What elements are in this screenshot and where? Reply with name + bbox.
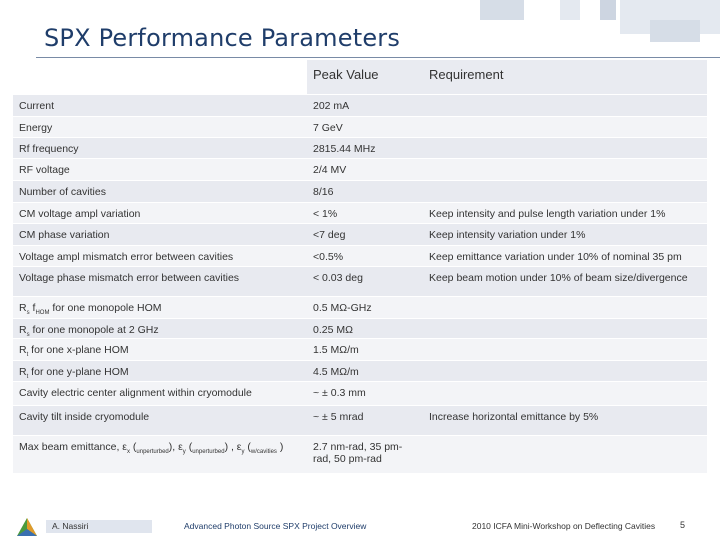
peak-value-text: <0.5% [313,251,344,263]
cell-requirement [423,159,707,181]
cell-peak-value [307,138,423,159]
cell-parameter [13,246,307,267]
requirement-text [429,319,701,324]
parameter-subscript: w/cavities [250,449,277,456]
cell-requirement [423,117,707,138]
parameter-text-part: for one monopole at 2 GHz [29,324,159,336]
requirement-text [429,138,701,143]
cell-requirement [423,319,707,339]
cell-requirement [423,297,707,319]
cell-parameter [13,224,307,246]
cell-parameter [13,406,307,436]
peak-value-text: 0.25 MΩ [313,324,353,336]
parameter-text: RF voltage [19,164,70,176]
table-row [13,203,707,224]
cell-peak-value [307,95,423,117]
cell-requirement [423,95,707,117]
table-row [13,224,707,246]
cell-peak-value [307,224,423,246]
cell-peak-value [307,339,423,361]
decorative-squares [420,0,720,42]
peak-value-text: 2.7 nm-rad, 35 pm-rad, 50 pm-rad [313,441,403,466]
cell-parameter [13,319,307,339]
table-row [13,361,707,382]
cell-peak-value [307,319,423,339]
cell-parameter [13,361,307,382]
requirement-text [429,382,701,387]
parameter-text: Voltage phase mismatch error between cavities [19,272,240,284]
requirement-text: Increase horizontal emittance by 5% [429,411,599,424]
cell-requirement [423,267,707,297]
table-header-row [13,60,707,95]
peak-value-text: ~ ± 0.3 mm [313,387,366,400]
peak-value-text: 4.5 MΩ/m [313,366,359,379]
cell-requirement [423,406,707,436]
table-row [13,436,707,474]
parameter-subscript: y [182,449,186,456]
parameter-text-part: ( [244,441,251,454]
parameter-text-part: f [29,302,36,314]
aps-logo-icon [16,517,38,537]
cell-peak-value [307,181,423,203]
cell-requirement [423,382,707,406]
requirement-text [429,159,701,164]
peak-value-text: < 0.03 deg [313,272,363,284]
parameter-text: Cavity tilt inside cryomodule [19,411,150,424]
parameter-text-part: ), ε [168,441,183,454]
requirement-text [429,181,701,186]
cell-peak-value [307,159,423,181]
peak-value-text: ~ ± 5 mrad [313,411,364,424]
parameter-text: Voltage ampl mismatch error between cavities [19,251,234,263]
cell-peak-value [307,361,423,382]
peak-value-text: 2/4 MV [313,164,347,176]
table-row [13,267,707,297]
requirement-text [429,436,701,441]
parameter-subscript: unperturbed [136,449,169,456]
parameter-text [19,436,301,455]
parameter-text-part: R [19,302,27,314]
cell-requirement [423,339,707,361]
table-row [13,297,707,319]
parameter-text [19,361,301,380]
cell-parameter [13,436,307,474]
cell-parameter [13,203,307,224]
cell-parameter [13,339,307,361]
parameter-subscript: s [26,310,30,317]
cell-peak-value [307,406,423,436]
parameter-text-part: for one monopole HOM [49,302,162,314]
parameter-subscript: t [26,374,29,381]
table-row [13,382,707,406]
requirement-text: Keep beam motion under 10% of beam size/divergence [429,272,688,284]
peak-value-text: 0.5 MΩ-GHz [313,302,372,314]
footer-author: A. Nassiri [46,520,152,533]
cell-requirement [423,203,707,224]
cell-parameter [13,297,307,319]
requirement-text [429,361,701,366]
page-number: 5 [680,520,686,530]
peak-value-text: 1.5 MΩ/m [313,344,359,357]
parameter-text-part: Max beam emittance, ε [19,441,127,454]
cell-peak-value [307,297,423,319]
parameter-text: Energy [19,122,53,134]
parameter-text-part: ) [276,441,284,454]
table-row [13,95,707,117]
cell-requirement [423,138,707,159]
peak-value-text: 8/16 [313,186,334,198]
cell-peak-value [307,246,423,267]
peak-value-text: 7 GeV [313,122,343,134]
table-row [13,117,707,138]
requirement-text: Keep intensity and pulse length variation under 1% [429,208,666,220]
parameter-text: CM phase variation [19,229,110,241]
footer-project: Advanced Photon Source SPX Project Overview [184,521,367,531]
parameter-text-part: R [19,366,27,379]
parameter-subscript: t [26,352,29,359]
cell-parameter [13,181,307,203]
parameter-text [19,297,301,316]
cell-parameter [13,382,307,406]
parameter-subscript: unperturbed [192,449,225,456]
parameter-text-part: for one y-plane HOM [28,366,129,379]
cell-requirement [423,361,707,382]
table-body [13,95,707,474]
requirement-text [429,339,701,344]
table-row [13,159,707,181]
cell-requirement [423,224,707,246]
cell-peak-value [307,382,423,406]
header-peak-value: Peak Value [307,60,423,95]
requirement-text [429,117,701,122]
parameter-subscript: HOM [35,310,50,317]
parameter-text: Current [19,100,55,112]
requirement-text [429,297,701,302]
cell-peak-value [307,117,423,138]
parameter-text-part: for one x-plane HOM [28,344,129,357]
cell-peak-value [307,203,423,224]
parameter-text [19,339,301,358]
footer [0,514,720,540]
cell-peak-value [307,267,423,297]
cell-requirement [423,246,707,267]
parameter-text: CM voltage ampl variation [19,208,141,220]
peak-value-text: 2815.44 MHz [313,143,376,155]
parameter-text-part: R [19,344,27,357]
table-row [13,138,707,159]
peak-value-text: <7 deg [313,229,346,241]
cell-parameter [13,267,307,297]
parameter-subscript: s [26,332,30,339]
title-divider [36,57,720,58]
table-row [13,181,707,203]
parameter-text: Number of cavities [19,186,106,198]
peak-value-text: 202 mA [313,100,350,112]
requirement-text: Keep intensity variation under 1% [429,229,586,241]
parameter-text-part: R [19,324,27,336]
header-parameter [13,60,307,95]
table-row [13,319,707,339]
header-requirement: Requirement [423,60,707,95]
cell-requirement [423,436,707,474]
parameter-text: Rf frequency [19,143,79,155]
parameter-subscript: x [126,449,130,456]
parameter-text [19,319,301,338]
cell-peak-value [307,436,423,474]
cell-parameter [13,138,307,159]
cell-parameter [13,117,307,138]
cell-requirement [423,181,707,203]
parameters-table [13,60,707,474]
table-row [13,406,707,436]
table-row [13,339,707,361]
parameter-text-part: ( [185,441,193,454]
cell-parameter [13,159,307,181]
parameter-text-part: ) , ε [224,441,242,454]
page-title: SPX Performance Parameters [44,24,401,52]
peak-value-text: < 1% [313,208,338,220]
footer-event: 2010 ICFA Mini-Workshop on Deflecting Cavities [472,521,656,531]
parameter-text: Cavity electric center alignment within cryomodule [19,387,252,400]
requirement-text [429,95,701,100]
cell-parameter [13,95,307,117]
parameter-subscript: y [241,449,245,456]
parameter-text-part: ( [129,441,137,454]
requirement-text: Keep emittance variation under 10% of nominal 35 pm [429,251,682,263]
table-row [13,246,707,267]
